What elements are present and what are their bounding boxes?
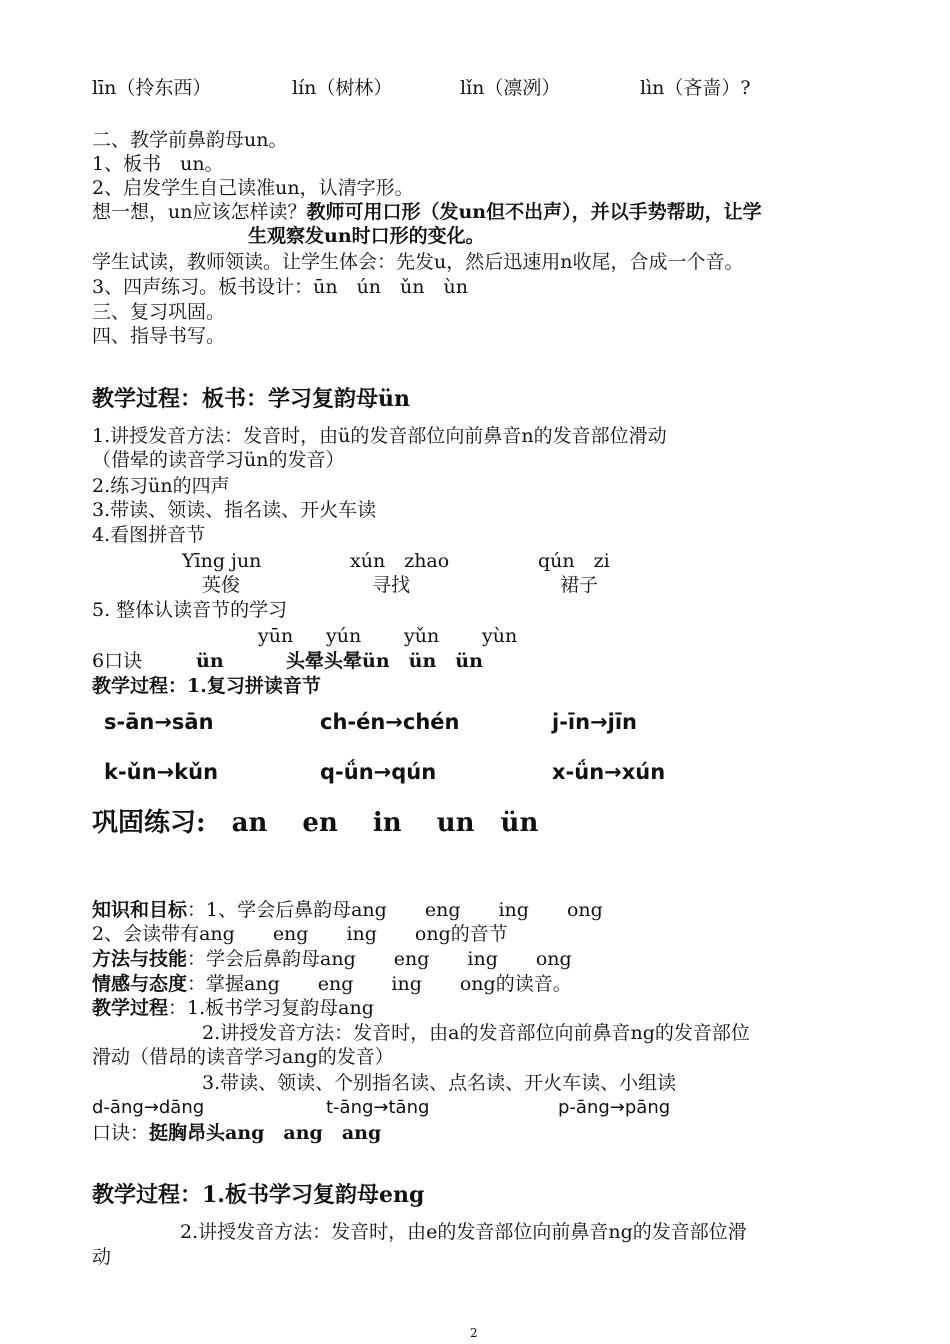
section-heading: 三、复习巩固。 — [92, 301, 226, 323]
pinyin-syllable: yūn — [258, 625, 294, 647]
pinyin-lin2: lín（树林） — [292, 77, 393, 99]
spelling-item: ch-én→chén — [320, 710, 460, 734]
spelling-item: s-ān→sān — [104, 710, 214, 734]
bold-span: 方法与技能 — [92, 948, 188, 970]
chinese-word: 裙子 — [560, 574, 599, 596]
bold-span: 挺胸昂头ang ang ang — [149, 1122, 382, 1144]
spelling-item: d-āng→dāng — [92, 1097, 205, 1118]
chinese-word: 英俊 — [202, 574, 241, 596]
section-heading: 四、指导书写。 — [92, 325, 226, 347]
spelling-item: t-āng→tāng — [326, 1097, 430, 1118]
text-line: 2、启发学生自己读准un，认清字形。 — [92, 177, 414, 199]
pinyin-word: qún zi — [538, 550, 610, 572]
bold-span: 教学过程 — [92, 997, 169, 1019]
bold-span: 头晕头晕ün ün ün — [286, 650, 483, 672]
text-line: （借晕的读音学习ün的发音） — [92, 449, 345, 471]
text-line: 6口诀 — [92, 650, 143, 672]
text-line: 1.讲授发音方法：发音时，由ü的发音部位向前鼻音n的发音部位滑动 — [92, 425, 667, 447]
text-span: ：学会后鼻韵母ang eng ing ong — [187, 948, 572, 970]
spelling-item: p-āng→pāng — [558, 1097, 671, 1118]
pinyin-lin1: līn（拎东西） — [92, 77, 212, 99]
text-line: 1、板书 un。 — [92, 153, 224, 175]
section-heading: 二、教学前鼻韵母un。 — [92, 129, 288, 151]
pinyin-word: xún zhao — [350, 550, 450, 572]
spelling-item: j-īn→jīn — [552, 710, 638, 734]
text-line: 2.讲授发音方法：发音时，由e的发音部位向前鼻音ng的发音部位滑 — [180, 1221, 747, 1243]
text-line — [92, 200, 762, 224]
process-heading: 教学过程：1.复习拼读音节 — [92, 675, 321, 697]
text-span: 想一想，un应该怎样读？ — [92, 201, 307, 223]
text-line — [92, 1121, 381, 1145]
chinese-word: 寻找 — [372, 574, 411, 596]
exercise-heading: 巩固练习: an en in un ün — [92, 808, 539, 838]
page-number: 2 — [470, 1326, 478, 1340]
text-span: ：1.板书学习复韵母ang — [168, 997, 374, 1019]
process-heading: 教学过程：1.板书学习复韵母eng — [92, 1182, 425, 1208]
bold-line: 生观察发un时口形的变化。 — [248, 225, 485, 247]
pinyin-lin4: lìn（吝啬）? — [640, 77, 751, 99]
pinyin-word: Yīng jun — [182, 550, 262, 572]
spelling-item: k-ǔn→kǔn — [104, 760, 219, 784]
text-line — [92, 972, 572, 996]
bold-span: ün — [196, 650, 224, 672]
text-line: 3.带读、领读、指名读、开火车读 — [92, 499, 377, 521]
text-line: 滑动（借昂的读音学习ang的发音） — [92, 1046, 394, 1068]
pinyin-lin3: lǐn（凛冽） — [460, 77, 561, 99]
text-line: 4.看图拼音节 — [92, 524, 206, 546]
bold-span: 教师可用口形（发un但不出声），并以手势帮助，让学 — [306, 201, 762, 223]
process-heading: 教学过程：板书：学习复韵母ün — [92, 386, 410, 412]
text-line: 学生试读，教师领读。让学生体会：先发u，然后迅速用n收尾，合成一个音。 — [92, 251, 744, 273]
spelling-item: x-ǘn→xún — [552, 760, 666, 784]
text-line — [92, 996, 374, 1020]
text-span: ：1、学会后鼻韵母ang eng ing ong — [187, 899, 603, 921]
pinyin-syllable: yǔn — [404, 625, 440, 647]
text-span: ：掌握ang eng ing ong的读音。 — [187, 973, 572, 995]
text-line: 3、四声练习。板书设计：ūn ún ǔn ùn — [92, 276, 468, 298]
pinyin-syllable: yún — [326, 625, 362, 647]
text-line: 动 — [92, 1246, 112, 1268]
text-line: 5. 整体认读音节的学习 — [92, 599, 288, 621]
spelling-item: q-ǘn→qún — [320, 760, 437, 784]
pinyin-syllable: yùn — [482, 625, 518, 647]
bold-span: 情感与态度 — [92, 973, 188, 995]
bold-span: 知识和目标 — [92, 899, 188, 921]
text-line: 2.讲授发音方法：发音时，由a的发音部位向前鼻音ng的发音部位 — [202, 1022, 750, 1044]
text-line — [92, 898, 603, 922]
text-line: 3.带读、领读、个别指名读、点名读、开火车读、小组读 — [202, 1072, 677, 1094]
text-line — [92, 947, 572, 971]
text-line: 2、会读带有ang eng ing ong的音节 — [92, 923, 508, 945]
text-span: 口诀： — [92, 1122, 150, 1144]
text-line: 2.练习ün的四声 — [92, 475, 230, 497]
